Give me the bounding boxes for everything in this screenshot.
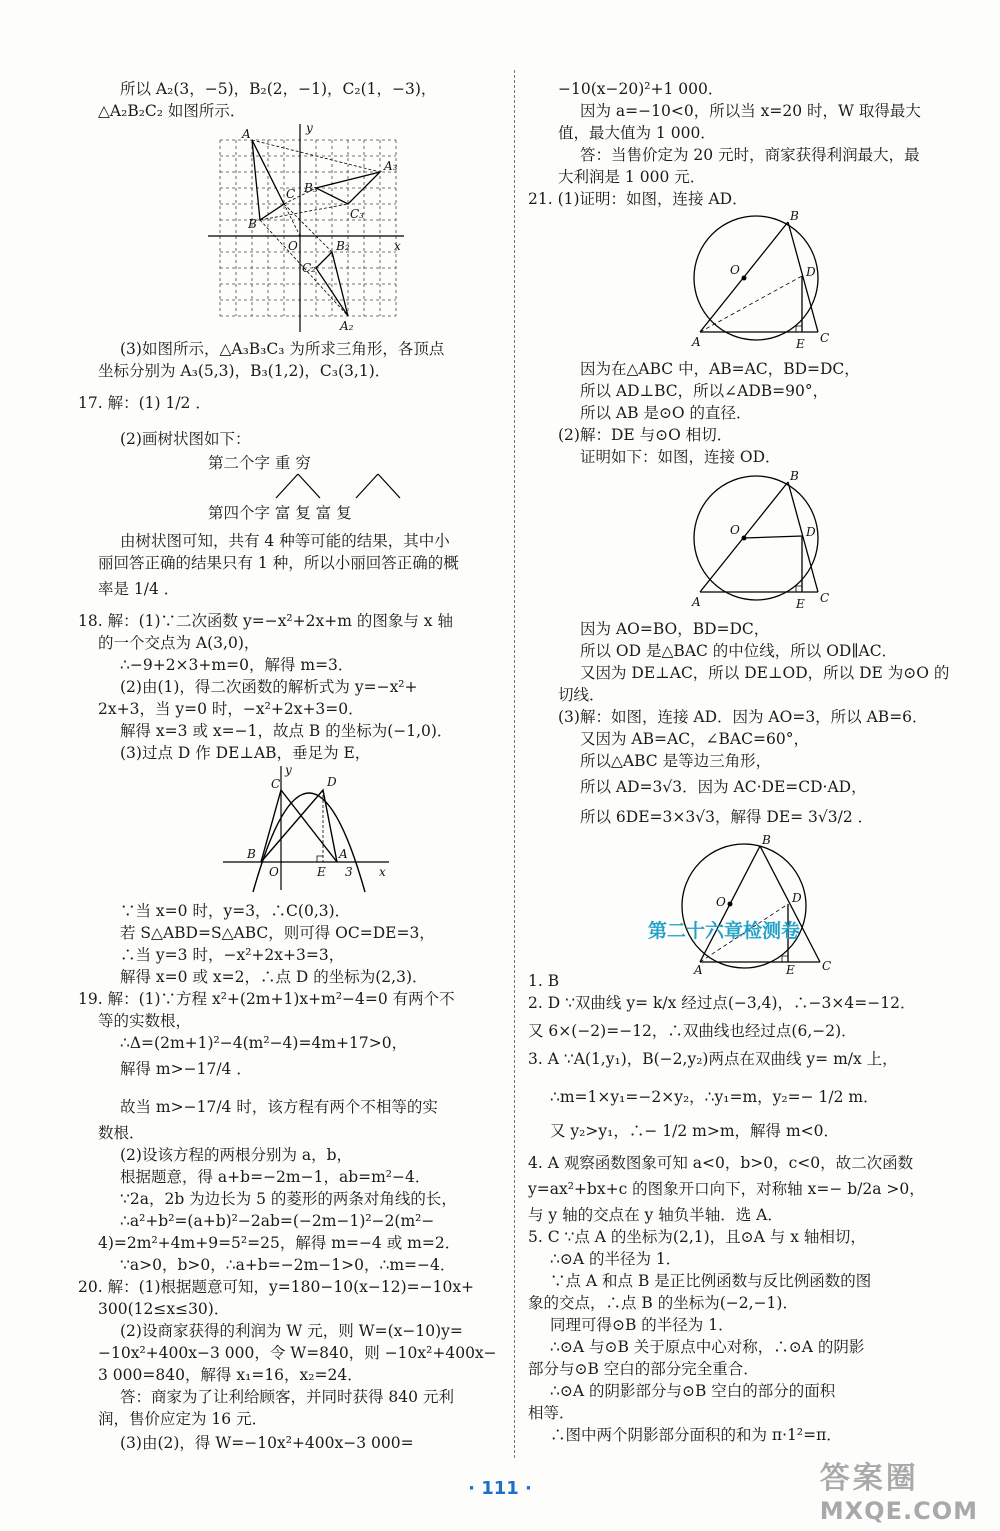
grid-label: A <box>242 127 251 141</box>
text-line: 数根． <box>98 1124 145 1142</box>
grid-label: C₃ <box>350 207 364 221</box>
text-line: 19. 解：(1)∵方程 x²+(2m+1)x+m²−4=0 有两个不 <box>78 990 455 1008</box>
text-line: 所以 AD⊥BC，所以∠ADB=90°， <box>580 382 829 400</box>
grid-label: A₃ <box>384 159 398 173</box>
parabola-label: A <box>339 847 348 861</box>
watermark-logo: 答案圈 MXQE.COM <box>819 1461 978 1525</box>
text-line: 所以 A₂(3，−5)，B₂(2，−1)，C₂(1，−3)， <box>120 80 437 98</box>
text-line: 18. 解：(1)∵二次函数 y=−x²+2x+m 的图象与 x 轴 <box>78 612 453 630</box>
text-line: 若 S△ABD=S△ABC，则可得 OC=DE=3， <box>120 924 435 942</box>
text-line: (3)由(2)，得 W=−10x²+400x−3 000= <box>120 1434 414 1452</box>
parabola-label: C <box>271 777 281 791</box>
text-line: 又因为 DE⊥AC，所以 DE⊥OD，所以 DE 为⊙O 的 <box>580 664 950 682</box>
circle-label: E <box>796 337 805 351</box>
text-line: 所以 AB 是⊙O 的直径． <box>580 404 752 422</box>
text-line: 第四个字 富 复 富 复 <box>208 504 352 522</box>
grid-label: C₂ <box>302 261 316 275</box>
text-line: 象的交点，∴点 B 的坐标为(−2,−1)． <box>528 1294 798 1312</box>
text-line: 证明如下：如图，连接 OD． <box>580 448 781 466</box>
text-line: (2)设该方程的两根分别为 a，b， <box>120 1146 353 1164</box>
text-line: 2. D ∵双曲线 y= k/x 经过点(−3,4)，∴−3×4=−12． <box>528 994 916 1012</box>
circle-label: D <box>806 525 816 539</box>
text-line: ∴Δ=(2m+1)²−4(m²−4)=4m+17>0， <box>120 1034 408 1052</box>
text-line: (2)解：DE 与⊙O 相切． <box>558 426 733 444</box>
text-line: −10(x−20)²+1 000． <box>558 80 724 98</box>
text-line: 3. A ∵A(1,y₁)，B(−2,y₂)两点在双曲线 y= m/x 上， <box>528 1050 898 1068</box>
tree-diagram-branches <box>248 472 448 502</box>
text-line: ∵当 x=0 时，y=3，∴C(0,3)． <box>120 902 351 920</box>
circle-label: A <box>692 595 701 609</box>
text-line: ∴m=1×y₁=−2×y₂，∴y₁=m，y₂=− 1/2 m． <box>550 1088 879 1106</box>
text-line: 答：当售价定为 20 元时，商家获得利润最大，最 <box>580 146 920 164</box>
grid-label: O <box>288 239 298 253</box>
text-line: 润，售价应定为 16 元． <box>98 1410 268 1428</box>
text-line: (3)如图所示，△A₃B₃C₃ 为所求三角形，各顶点 <box>120 340 445 358</box>
text-line: 答：商家为了让利给顾客，并同时获得 840 元利 <box>120 1388 454 1406</box>
circle-label: O <box>730 523 740 537</box>
text-line: (3)解：如图，连接 AD．因为 AO=3，所以 AB=6． <box>558 708 928 726</box>
text-line: (2)由(1)，得二次函数的解析式为 y=−x²+ <box>120 678 418 696</box>
text-line: 相等． <box>528 1404 575 1422</box>
text-line: ∵2a，2b 为边长为 5 的菱形的两条对角线的长， <box>120 1190 457 1208</box>
circle-label: O <box>730 263 740 277</box>
text-line: 大利润是 1 000 元． <box>558 168 706 186</box>
text-line: (2)设商家获得的利润为 W 元，则 W=(x−10)y= <box>120 1322 463 1340</box>
text-line: 第二个字 重 穷 <box>208 454 311 472</box>
text-line: 300(12≤x≤30)． <box>98 1300 230 1318</box>
circle-label: B <box>762 834 771 847</box>
parabola-label: B <box>247 847 256 861</box>
coordinate-grid-figure <box>208 120 408 335</box>
text-line: 因为 AO=BO，BD=DC， <box>580 620 770 638</box>
circle-label: C <box>820 331 830 345</box>
text-line: y=ax²+bx+c 的图象开口向下，对称轴 x=− b/2a >0， <box>528 1180 925 1198</box>
text-line: 4)=2m²+4m+9=5²=25，解得 m=−4 或 m=2． <box>98 1234 461 1252</box>
text-line: ∴图中两个阴影部分面积的和为 π·1²=π． <box>550 1426 842 1444</box>
grid-label: C <box>286 187 296 201</box>
text-line: 4. A 观察函数图象可知 a<0，b>0，c<0，故二次函数 <box>528 1154 914 1172</box>
text-line: 2x+3，当 y=0 时，−x²+2x+3=0． <box>98 700 364 718</box>
text-line: 又 6×(−2)=−12，∴双曲线也经过点(6,−2)． <box>528 1022 857 1040</box>
text-line: 等的实数根， <box>98 1012 192 1030</box>
circle-figure-2 <box>678 468 838 618</box>
text-line: 解得 m>−17/4 ． <box>120 1060 252 1078</box>
parabola-label: D <box>327 775 337 789</box>
text-line: 由树状图可知，共有 4 种等可能的结果，其中小 <box>120 532 450 550</box>
text-line: 因为在△ABC 中，AB=AC，BD=DC， <box>580 360 860 378</box>
text-line: ∴⊙A 的阴影部分与⊙B 空白的部分的面积 <box>550 1382 836 1400</box>
grid-label: A₂ <box>340 319 354 333</box>
parabola-label: y <box>285 764 292 777</box>
text-line: 20. 解：(1)根据题意可知，y=180−10(x−12)=−10x+ <box>78 1278 475 1296</box>
text-line: 因为 a=−10<0，所以当 x=20 时，W 取得最大 <box>580 102 921 120</box>
text-line: ∵a>0，b>0，∴a+b=−2m−1>0，∴m=−4． <box>120 1256 456 1274</box>
text-line: 1. B <box>528 972 560 990</box>
text-line: 所以 AD=3√3．因为 AC·DE=CD·AD， <box>580 778 867 796</box>
text-line: 的一个交点为 A(3,0)， <box>98 634 260 652</box>
text-line: 又因为 AB=AC，∠BAC=60°， <box>580 730 809 748</box>
circle-label: E <box>796 597 805 611</box>
text-line: 5. C ∵点 A 的坐标为(2,1)，且⊙A 与 x 轴相切， <box>528 1228 866 1246</box>
text-line: 又 y₂>y₁，∴− 1/2 m>m，解得 m<0． <box>550 1122 839 1140</box>
circle-label: D <box>806 265 816 279</box>
circle-label: A <box>692 335 701 349</box>
text-line: 部分与⊙B 空白的部分完全重合． <box>528 1360 759 1378</box>
circle-label: C <box>822 959 832 973</box>
circle-label: B <box>790 209 799 223</box>
text-line: 17. 解：(1) 1/2 ． <box>78 394 211 412</box>
section-title: 第二十六章检测卷 <box>648 920 801 942</box>
page-number: · 111 · <box>468 1478 532 1499</box>
text-line: (2)画树状图如下： <box>120 430 251 448</box>
text-line: 同理可得⊙B 的半径为 1． <box>550 1316 734 1334</box>
text-line: 所以 6DE=3×3√3，解得 DE= 3√3/2 ． <box>580 808 874 826</box>
text-line: ∴a²+b²=(a+b)²−2ab=(−2m−1)²−2(m²− <box>120 1212 435 1230</box>
parabola-label: 3 <box>345 865 353 879</box>
circle-label: A <box>694 963 703 976</box>
parabola-figure <box>223 764 393 894</box>
parabola-label: x <box>379 865 386 879</box>
text-line: 解得 x=3 或 x=−1，故点 B 的坐标为(−1,0)． <box>120 722 453 740</box>
text-line: 值，最大值为 1 000． <box>558 124 716 142</box>
text-line: 解得 x=0 或 x=2，∴点 D 的坐标为(2,3)． <box>120 968 428 986</box>
text-line: 3 000=840，解得 x₁=16，x₂=24． <box>98 1366 363 1384</box>
grid-label: x <box>394 239 401 253</box>
parabola-label: E <box>317 865 326 879</box>
column-divider <box>514 70 515 1458</box>
text-line: −10x²+400x−3 000，令 W=840，则 −10x²+400x− <box>98 1344 497 1362</box>
text-line: 丽回答正确的结果只有 1 种，所以小丽回答正确的概 <box>98 554 459 572</box>
text-line: ∴⊙A 的半径为 1． <box>550 1250 682 1268</box>
circle-label: D <box>792 891 802 905</box>
text-line: 根据题意，得 a+b=−2m−1，ab=m²−4． <box>120 1168 431 1186</box>
grid-label: B <box>248 217 257 231</box>
circle-figure-3 <box>668 834 838 976</box>
text-line: 21. (1)证明：如图，连接 AD． <box>528 190 748 208</box>
text-line: 所以 OD 是△BAC 的中位线，所以 OD∥AC． <box>580 642 898 660</box>
text-line: 故当 m>−17/4 时，该方程有两个不相等的实 <box>120 1098 438 1116</box>
grid-label: y <box>306 121 313 135</box>
circle-label: B <box>790 469 799 483</box>
circle-label: O <box>716 895 726 909</box>
grid-label: B₃ <box>304 181 318 195</box>
text-line: 与 y 轴的交点在 y 轴负半轴．选 A． <box>528 1206 783 1224</box>
text-line: 率是 1/4 ． <box>98 580 180 598</box>
parabola-label: O <box>269 865 279 879</box>
circle-label: E <box>786 963 795 976</box>
text-line: (3)过点 D 作 DE⊥AB，垂足为 E， <box>120 744 371 762</box>
text-line: 所以△ABC 是等边三角形， <box>580 752 772 770</box>
text-line: ∴−9+2×3+m=0，解得 m=3． <box>120 656 354 674</box>
text-line: 坐标分别为 A₃(5,3)，B₃(1,2)，C₃(3,1)． <box>98 362 391 380</box>
text-line: ∴⊙A 与⊙B 关于原点中心对称，∴⊙A 的阴影 <box>550 1338 865 1356</box>
circle-figure-1 <box>678 208 838 358</box>
grid-label: B₂ <box>336 239 350 253</box>
text-line: ∴当 y=3 时，−x²+2x+3=3， <box>120 946 345 964</box>
text-line: △A₂B₂C₂ 如图所示． <box>98 102 246 120</box>
text-line: 切线． <box>558 686 605 704</box>
text-line: ∵点 A 和点 B 是正比例函数与反比例函数的图 <box>550 1272 872 1290</box>
circle-label: C <box>820 591 830 605</box>
